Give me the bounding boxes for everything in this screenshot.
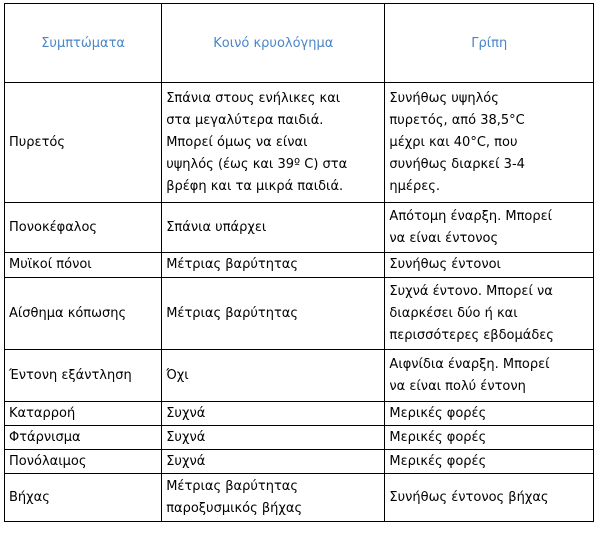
cold-description: Μέτριας βαρύτητας παροξυσμικός βήχας (166, 478, 303, 516)
symptom-label: Πονοκέφαλος (9, 219, 98, 235)
cold-cell (162, 350, 385, 402)
cold-cell (162, 450, 385, 474)
flu-cell (385, 83, 594, 203)
cold-description: Σπάνια υπάρχει (166, 219, 267, 235)
cold-description: Συχνά (166, 429, 206, 445)
symptom-cell (5, 426, 162, 450)
flu-cell (385, 350, 594, 402)
flu-description: Απότομη έναρξη. Μπορεί να είναι έντονος (389, 208, 553, 246)
header-symptoms: Συμπτώματα (5, 4, 162, 83)
symptom-cell (5, 450, 162, 474)
symptom-label: Μυϊκοί πόνοι (9, 257, 92, 272)
symptom-label: Αίσθημα κόπωσης (9, 305, 127, 321)
cold-description: Μέτριας βαρύτητας (166, 305, 298, 321)
flu-description: Συνήθως υψηλός πυρετός, από 38,5°C μέχρι και 40°C, που συνήθως διαρκεί 3-4 ημέρες. (389, 90, 525, 194)
symptom-label: Βήχας (9, 489, 50, 505)
symptom-label: Φτάρνισμα (9, 429, 81, 445)
flu-description: Μερικές φορές (389, 429, 487, 445)
symptom-cell (5, 402, 162, 426)
symptom-label: Πονόλαιμος (9, 453, 87, 469)
cold-description: Συχνά (166, 405, 206, 421)
table-row (5, 253, 594, 278)
symptom-cell (5, 203, 162, 253)
cold-cell (162, 253, 385, 278)
header-flu: Γρίπη (385, 4, 594, 83)
flu-description: Αιφνίδια έναρξη. Μπορεί να είναι πολύ έντονη (389, 356, 550, 394)
table-row (5, 350, 594, 402)
cold-description: Σπάνια στους ενήλικες και στα μεγαλύτερα παιδιά. Μπορεί όμως να είναι υψηλός (έως και 39º C) στα βρέφη και τα μικρά παιδιά. (166, 90, 348, 194)
symptoms-comparison-table (4, 3, 594, 522)
header-common-cold: Κοινό κρυολόγημα (162, 4, 385, 83)
symptom-cell (5, 474, 162, 522)
table-row (5, 474, 594, 522)
cold-description: Συχνά (166, 453, 206, 469)
flu-description: Μερικές φορές (389, 405, 487, 421)
flu-description: Συνήθως έντονος βήχας (389, 489, 549, 505)
cold-cell (162, 203, 385, 253)
table-header-row (5, 4, 594, 83)
cold-description: Όχι (166, 367, 189, 383)
symptom-cell (5, 278, 162, 350)
flu-description: Συνήθως έντονοι (389, 257, 501, 272)
table-row (5, 203, 594, 253)
symptom-cell (5, 253, 162, 278)
table-row (5, 278, 594, 350)
flu-cell (385, 253, 594, 278)
cold-description: Μέτριας βαρύτητας (166, 257, 298, 272)
symptom-label: Πυρετός (9, 134, 65, 150)
table-row (5, 426, 594, 450)
flu-description: Μερικές φορές (389, 453, 487, 469)
flu-cell (385, 278, 594, 350)
cold-cell (162, 278, 385, 350)
symptom-label: Καταρροή (9, 405, 76, 421)
table-row (5, 402, 594, 426)
cold-cell (162, 426, 385, 450)
symptom-label: Έντονη εξάντληση (9, 367, 132, 383)
flu-cell (385, 450, 594, 474)
cold-cell (162, 402, 385, 426)
flu-cell (385, 426, 594, 450)
symptom-cell (5, 350, 162, 402)
flu-cell (385, 474, 594, 522)
cold-cell (162, 83, 385, 203)
table-row (5, 450, 594, 474)
flu-cell (385, 203, 594, 253)
flu-cell (385, 402, 594, 426)
cold-cell (162, 474, 385, 522)
symptom-cell (5, 83, 162, 203)
table-row (5, 83, 594, 203)
flu-description: Συχνά έντονο. Μπορεί να διαρκέσει δύο ή και περισσότερες εβδομάδες (389, 283, 554, 343)
